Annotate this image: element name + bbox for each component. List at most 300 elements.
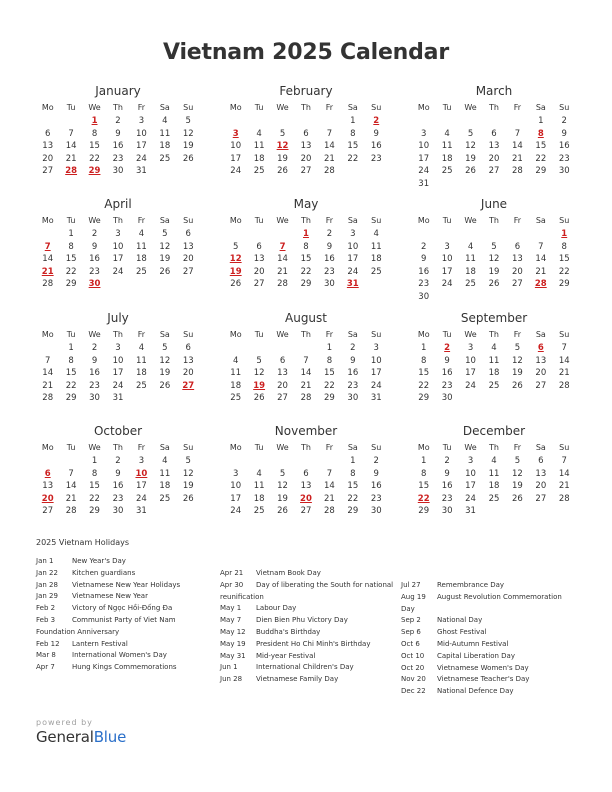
empty-day-cell <box>294 342 317 355</box>
day-cell: 8 <box>326 355 333 366</box>
weekday-label: Su <box>183 216 194 225</box>
day-cell: 10 <box>465 468 476 479</box>
day-cell: 19 <box>159 368 171 379</box>
holiday-name: Day of liberating the South for national reunification <box>220 580 394 601</box>
day-grid <box>36 455 200 518</box>
day-cell: 4 <box>373 229 379 239</box>
day-cell: 15 <box>89 141 100 152</box>
day-cell: 22 <box>323 380 335 391</box>
day-cell: 28 <box>323 506 335 517</box>
weekday-label: Su <box>183 103 194 112</box>
weekday-label: We <box>88 330 101 339</box>
weekday-label: Th <box>112 103 123 112</box>
holiday-entry <box>401 663 577 675</box>
day-grid <box>412 455 576 518</box>
weekday-label: Tu <box>254 216 264 225</box>
day-cell: 30 <box>418 291 430 302</box>
day-cell: 8 <box>421 468 427 479</box>
holiday-date: Sep 6 <box>401 628 421 637</box>
empty-day-cell <box>271 342 294 355</box>
holiday-name: Ghost Festival <box>437 628 487 637</box>
day-cell: 4 <box>491 456 497 466</box>
day-cell: 1 <box>350 116 356 126</box>
weekday-label: Mo <box>41 330 54 339</box>
holiday-date: Aug 19 <box>401 592 426 601</box>
day-cell: 5 <box>514 343 521 353</box>
day-cell: 22 <box>418 380 430 391</box>
day-cell: 21 <box>277 266 288 277</box>
holiday-date: Feb 12 <box>36 639 60 648</box>
day-cell: 12 <box>511 355 523 366</box>
day-cell: 13 <box>300 141 312 152</box>
holiday-name: International Children's Day <box>256 663 354 672</box>
month-name: November <box>274 424 338 438</box>
day-cell: 24 <box>230 166 242 177</box>
day-cell: 3 <box>421 128 427 139</box>
month-name: February <box>279 84 333 98</box>
day-cell: 13 <box>277 368 288 379</box>
day-cell: 29 <box>558 279 570 290</box>
brand-name-part2: Blue <box>93 728 127 746</box>
weekday-label: Th <box>112 443 123 452</box>
empty-day-cell <box>36 228 59 241</box>
day-cell: 13 <box>488 141 500 152</box>
weekday-label: Tu <box>254 330 264 339</box>
weekday-label: Su <box>183 443 194 452</box>
holiday-entry <box>220 568 394 580</box>
holiday-entry <box>220 639 394 651</box>
day-cell: 9 <box>561 128 567 139</box>
month-name: May <box>293 197 319 211</box>
holiday-entry <box>220 615 394 627</box>
day-cell: 9 <box>91 241 98 252</box>
holiday-name: Kitchen guardians <box>72 568 136 577</box>
empty-day-cell <box>506 228 529 241</box>
day-cell: 9 <box>91 355 98 366</box>
month-name: September <box>460 311 528 325</box>
brand-name-part1: General <box>36 728 94 746</box>
day-cell: 25 <box>135 380 147 391</box>
empty-day-cell <box>224 342 247 355</box>
day-cell: 1 <box>91 456 98 466</box>
holiday-date: Apr 7 <box>36 663 55 672</box>
day-cell: 29 <box>535 166 547 177</box>
day-cell: 18 <box>253 493 265 504</box>
day-cell: 13 <box>535 468 547 479</box>
holiday-entry <box>401 686 577 698</box>
holiday-date: Jan 1 <box>36 557 54 565</box>
day-cell: 27 <box>535 380 547 391</box>
weekday-label: Su <box>183 330 194 339</box>
holiday-entry <box>36 615 206 639</box>
holiday-name: Victory of Ngọc Hồi-Đống Đa <box>72 604 173 613</box>
day-cell: 7 <box>45 355 51 366</box>
day-cell: 13 <box>300 481 312 492</box>
weekday-label: We <box>464 216 477 225</box>
day-cell: 10 <box>230 481 242 492</box>
day-cell: 2 <box>444 456 450 466</box>
month-september <box>412 310 576 405</box>
day-cell: 20 <box>253 266 265 277</box>
day-cell: 27 <box>300 166 312 177</box>
weekday-label: Su <box>559 443 570 452</box>
holiday-name: International Women's Day <box>72 651 167 660</box>
weekday-label: Mo <box>417 216 430 225</box>
day-cell: 17 <box>230 153 242 164</box>
day-grid <box>36 115 200 178</box>
day-cell: 20 <box>535 368 547 379</box>
weekday-label: Su <box>371 330 382 339</box>
weekday-label: We <box>464 103 477 112</box>
day-cell: 29 <box>89 506 100 517</box>
day-cell: 5 <box>185 456 191 466</box>
day-cell: 17 <box>230 493 242 504</box>
day-cell: 9 <box>373 128 379 139</box>
day-cell: 15 <box>89 481 100 492</box>
day-cell: 12 <box>182 468 194 479</box>
holiday-day-cell: 21 <box>41 266 54 277</box>
day-cell: 17 <box>112 368 124 379</box>
day-grid <box>412 115 576 191</box>
day-cell: 28 <box>42 393 54 404</box>
weekday-label: Tu <box>66 216 76 225</box>
weekday-header <box>36 327 200 342</box>
empty-day-cell <box>247 455 270 468</box>
day-cell: 22 <box>347 493 359 504</box>
empty-day-cell <box>435 115 458 128</box>
weekday-label: Tu <box>66 103 76 112</box>
weekday-label: Th <box>300 103 311 112</box>
holiday-name: August Revolution Commemoration Day <box>401 592 562 613</box>
holiday-day-cell: 29 <box>88 166 101 177</box>
day-cell: 21 <box>323 153 335 164</box>
day-cell: 4 <box>256 128 262 139</box>
weekday-label: Tu <box>442 103 452 112</box>
weekday-label: Th <box>300 216 311 225</box>
holiday-name: Vietnamese Teacher's Day <box>437 675 530 684</box>
day-cell: 2 <box>91 343 98 353</box>
day-grid <box>412 228 576 304</box>
day-cell: 28 <box>42 279 54 290</box>
day-cell: 7 <box>326 128 333 139</box>
empty-day-cell <box>294 455 317 468</box>
month-february <box>224 83 388 178</box>
day-cell: 28 <box>558 380 570 391</box>
holiday-date: Jan 22 <box>36 568 58 577</box>
holiday-entry <box>36 603 206 615</box>
holiday-name: Mid-Autumn Festival <box>437 639 509 648</box>
holiday-name: President Ho Chi Minh's Birthday <box>256 639 371 648</box>
weekday-label: We <box>276 443 289 452</box>
day-cell: 8 <box>421 355 427 366</box>
month-name: June <box>480 197 508 211</box>
day-cell: 7 <box>561 456 567 466</box>
day-cell: 23 <box>323 266 335 277</box>
day-cell: 1 <box>421 343 427 353</box>
day-cell: 17 <box>441 266 453 277</box>
weekday-label: Sa <box>159 103 170 112</box>
holiday-name: Buddha's Birthday <box>256 627 321 636</box>
day-cell: 23 <box>418 279 430 290</box>
weekday-label: Fr <box>137 216 146 225</box>
holiday-date: Jan 28 <box>36 580 58 589</box>
day-cell: 8 <box>561 241 567 252</box>
day-cell: 7 <box>538 241 544 252</box>
day-cell: 26 <box>488 279 500 290</box>
weekday-label: Mo <box>417 103 430 112</box>
day-cell: 15 <box>347 481 359 492</box>
empty-day-cell <box>318 115 341 128</box>
day-cell: 1 <box>326 343 333 353</box>
day-cell: 18 <box>253 153 265 164</box>
empty-day-cell <box>412 228 435 241</box>
day-cell: 18 <box>230 380 242 391</box>
holiday-day-cell: 7 <box>279 241 286 252</box>
holiday-date: Oct 6 <box>401 639 420 648</box>
day-cell: 24 <box>135 493 147 504</box>
day-cell: 8 <box>350 468 356 479</box>
day-cell: 3 <box>467 343 474 353</box>
day-cell: 26 <box>159 266 171 277</box>
day-cell: 23 <box>370 153 382 164</box>
holiday-entry <box>36 650 206 662</box>
weekday-label: Tu <box>442 443 452 452</box>
day-cell: 26 <box>230 279 242 290</box>
weekday-label: Tu <box>254 103 264 112</box>
empty-day-cell <box>271 228 294 241</box>
day-cell: 16 <box>441 368 453 379</box>
holiday-name: Hung Kings Commemorations <box>72 663 177 672</box>
holiday-name: Labour Day <box>256 604 297 613</box>
day-cell: 21 <box>42 380 54 391</box>
day-cell: 28 <box>511 166 523 177</box>
day-cell: 4 <box>233 355 239 366</box>
weekday-label: Sa <box>347 216 358 225</box>
day-cell: 7 <box>68 468 74 479</box>
weekday-label: Mo <box>41 216 54 225</box>
day-cell: 6 <box>514 241 521 252</box>
day-cell: 22 <box>558 266 570 277</box>
holiday-entry <box>220 662 394 674</box>
weekday-label: Mo <box>229 216 242 225</box>
day-cell: 12 <box>511 468 523 479</box>
day-cell: 6 <box>279 355 286 366</box>
day-cell: 16 <box>89 254 100 265</box>
weekday-header <box>224 100 388 115</box>
day-cell: 27 <box>253 279 265 290</box>
day-cell: 23 <box>347 380 359 391</box>
day-cell: 14 <box>558 355 570 366</box>
weekday-label: Tu <box>66 443 76 452</box>
month-november <box>224 423 388 518</box>
day-cell: 25 <box>370 266 382 277</box>
weekday-label: Fr <box>325 330 334 339</box>
day-cell: 27 <box>277 393 288 404</box>
day-cell: 28 <box>300 393 312 404</box>
weekday-label: Su <box>371 103 382 112</box>
weekday-header <box>224 213 388 228</box>
day-cell: 14 <box>323 141 335 152</box>
day-cell: 31 <box>370 393 382 404</box>
day-cell: 25 <box>441 166 453 177</box>
day-cell: 15 <box>300 254 312 265</box>
holiday-day-cell: 2 <box>444 343 451 353</box>
day-cell: 5 <box>514 456 521 466</box>
day-cell: 11 <box>370 241 382 252</box>
day-cell: 12 <box>253 368 265 379</box>
holiday-day-cell: 2 <box>373 116 380 126</box>
weekday-label: Th <box>488 103 499 112</box>
holiday-entry <box>401 615 577 627</box>
day-cell: 29 <box>347 506 359 517</box>
day-cell: 1 <box>68 229 74 239</box>
day-cell: 5 <box>256 355 262 366</box>
day-cell: 16 <box>347 368 359 379</box>
holiday-date: Feb 2 <box>36 604 56 613</box>
day-cell: 7 <box>326 468 333 479</box>
weekday-label: Mo <box>417 330 430 339</box>
day-cell: 21 <box>65 153 77 164</box>
holiday-day-cell: 30 <box>88 279 101 290</box>
day-cell: 15 <box>535 141 547 152</box>
day-cell: 31 <box>135 506 147 517</box>
holiday-name: Remembrance Day <box>437 581 505 589</box>
day-grid <box>412 342 576 405</box>
day-cell: 26 <box>511 493 523 504</box>
weekday-label: Su <box>559 330 570 339</box>
day-cell: 5 <box>162 343 168 353</box>
month-name: April <box>104 197 132 211</box>
day-cell: 10 <box>112 355 124 366</box>
day-cell: 3 <box>115 229 121 239</box>
day-cell: 17 <box>370 368 382 379</box>
empty-day-cell <box>412 115 435 128</box>
day-cell: 17 <box>112 254 124 265</box>
day-cell: 25 <box>253 166 265 177</box>
weekday-label: Sa <box>347 330 358 339</box>
day-cell: 30 <box>441 393 453 404</box>
holiday-column <box>401 580 577 698</box>
weekday-label: Mo <box>229 330 242 339</box>
day-cell: 2 <box>326 229 333 239</box>
day-cell: 26 <box>159 380 171 391</box>
day-cell: 25 <box>135 266 147 277</box>
day-cell: 20 <box>488 153 500 164</box>
holiday-day-cell: 22 <box>417 493 430 504</box>
holiday-date: Jul 27 <box>401 581 421 589</box>
day-cell: 16 <box>323 254 335 265</box>
day-cell: 22 <box>65 380 77 391</box>
day-cell: 3 <box>115 343 121 353</box>
day-cell: 4 <box>138 343 145 353</box>
holiday-name: Vietnamese New Year <box>72 592 148 601</box>
holiday-name: Vietnamese Family Day <box>256 675 339 684</box>
day-cell: 30 <box>370 506 382 517</box>
holiday-day-cell: 20 <box>300 493 312 504</box>
day-cell: 23 <box>370 493 382 504</box>
day-cell: 27 <box>42 166 54 177</box>
day-cell: 23 <box>112 493 124 504</box>
day-cell: 26 <box>277 506 288 517</box>
holidays-heading: 2025 Vietnam Holidays <box>36 538 130 547</box>
holiday-day-cell: 1 <box>561 229 568 239</box>
month-january <box>36 83 200 178</box>
holiday-name: Dien Bien Phu Victory Day <box>256 616 348 625</box>
day-cell: 8 <box>91 468 98 479</box>
day-cell: 7 <box>68 128 74 139</box>
holiday-date: Jan 29 <box>36 592 58 601</box>
empty-day-cell <box>59 115 82 128</box>
weekday-label: Sa <box>535 443 546 452</box>
day-cell: 29 <box>300 279 312 290</box>
day-cell: 18 <box>159 481 171 492</box>
day-cell: 27 <box>300 506 312 517</box>
weekday-label: Th <box>112 216 123 225</box>
month-name: August <box>285 311 327 325</box>
day-cell: 12 <box>465 141 476 152</box>
day-cell: 11 <box>253 481 265 492</box>
day-cell: 24 <box>370 380 382 391</box>
day-cell: 30 <box>112 166 124 177</box>
day-cell: 8 <box>68 241 74 252</box>
weekday-label: Th <box>488 216 499 225</box>
weekday-label: We <box>464 443 477 452</box>
day-cell: 17 <box>465 368 476 379</box>
day-cell: 17 <box>347 254 359 265</box>
day-cell: 17 <box>465 481 476 492</box>
day-cell: 15 <box>65 368 77 379</box>
empty-day-cell <box>247 342 270 355</box>
day-cell: 16 <box>89 368 100 379</box>
day-cell: 13 <box>42 481 54 492</box>
day-cell: 3 <box>233 468 239 479</box>
weekday-header <box>224 327 388 342</box>
day-cell: 3 <box>373 343 379 353</box>
day-cell: 16 <box>370 141 382 152</box>
holiday-day-cell: 12 <box>276 141 289 152</box>
day-cell: 22 <box>535 153 547 164</box>
month-december <box>412 423 576 518</box>
holiday-day-cell: 19 <box>229 266 242 277</box>
day-cell: 29 <box>65 279 77 290</box>
empty-day-cell <box>59 455 82 468</box>
day-cell: 5 <box>279 128 286 139</box>
weekday-label: Mo <box>41 443 54 452</box>
holiday-entry <box>401 651 577 663</box>
holiday-date: Jun 1 <box>220 663 238 672</box>
day-cell: 18 <box>488 368 500 379</box>
weekday-label: We <box>276 216 289 225</box>
day-cell: 23 <box>558 153 570 164</box>
day-cell: 11 <box>159 128 171 139</box>
day-cell: 16 <box>558 141 570 152</box>
day-cell: 4 <box>162 456 168 466</box>
day-cell: 23 <box>89 266 100 277</box>
day-cell: 6 <box>185 229 191 239</box>
weekday-label: Th <box>488 330 499 339</box>
weekday-label: Fr <box>325 443 334 452</box>
day-cell: 14 <box>65 481 77 492</box>
day-cell: 26 <box>465 166 476 177</box>
day-cell: 6 <box>491 128 497 139</box>
empty-day-cell <box>435 228 458 241</box>
day-cell: 6 <box>185 343 191 353</box>
day-cell: 11 <box>135 355 147 366</box>
month-name: July <box>107 311 129 325</box>
day-cell: 17 <box>135 481 147 492</box>
day-grid <box>36 342 200 405</box>
day-cell: 26 <box>511 380 523 391</box>
